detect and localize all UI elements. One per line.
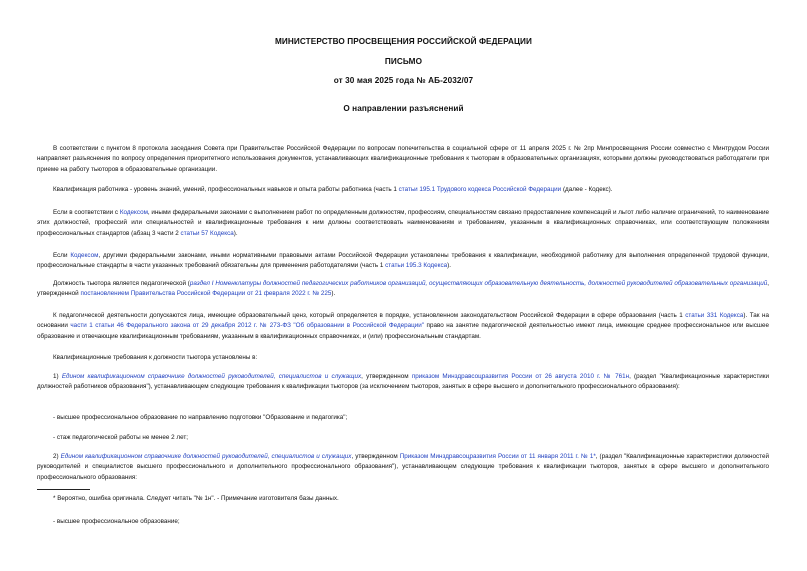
nomenclature-link[interactable]: раздел I Номенклатуры должностей педагогических работников организаций, осуществляющих образовательную деятельность, должностей руководителей образовательных организаций [189, 280, 768, 287]
unified-handbook-link[interactable]: Едином квалификационном справочнике должностей руководителей, специалистов и служащих [61, 373, 362, 380]
footnote: * Вероятно, ошибка оригинала. Следует читать "№ 1н". - Примечание изготовителя базы данных. [53, 495, 339, 502]
paragraph-higher-education: - высшее профессиональное образование по направлению подготовки "Образование и педагогика"; [53, 414, 348, 421]
paragraph-text: К педагогической деятельности допускаются лица, имеющие образовательный ценз, который определяется в порядке, установленном законодательством Российской Федерации в сфере образования (часть 1 [53, 312, 686, 319]
footnote-divider [37, 489, 90, 490]
paragraph-text: Должность тьютора является педагогической ( [53, 280, 190, 287]
paragraph-higher-prof-education: - высшее профессиональное образование; [53, 518, 180, 525]
code-link[interactable]: Кодексом [119, 209, 148, 216]
paragraph-tutor-position [37, 279, 769, 300]
paragraph-text: ). Так на основании [37, 312, 770, 330]
paragraph-text: , иными федеральными законами с выполнением работ по определенным должностям, профессиям, специальностям связано предоставление компенсаций и льгот либо наличие ограничений, то наименование этих должностей, профессий или специальностей и квалификационные требования к ним должны соответствовать наименованиям и требованиям, указанным в квалификационных справочниках, или соответствующим положениям профессиональных стандартов (абзац 3 части 2 [37, 209, 769, 237]
paragraph-text: ). [233, 229, 238, 237]
paragraph-requirement-2 [37, 452, 769, 483]
unified-handbook-link[interactable]: Едином квалификационном справочнике должностей руководителей, специалистов и служащих [60, 453, 352, 460]
paragraph-requirements-intro: Квалификационные требования к должности тьютора установлены в: [53, 354, 258, 361]
paragraph-text: 1) [53, 373, 62, 380]
paragraph-text: , утвержденном [361, 373, 412, 380]
paragraph-pedagogical-activity [37, 311, 769, 342]
document-type: ПИСЬМО [384, 57, 423, 66]
education-law-link[interactable]: части 1 статьи 46 Федерального закона от 29 декабря 2012 г. № 273-ФЗ "Об образовании в Российской Федерации" [70, 322, 425, 330]
paragraph-qualification-definition [37, 185, 769, 195]
paragraph-text: , (раздел "Квалификационные характеристики должностей работников образования"), устанавливающем следующие требования к квалификации тьюторов (за исключением тьюторов, занятых в сфере высшего и дополнительного профессионального образования): [37, 373, 770, 391]
code-link[interactable]: Кодексом [70, 252, 99, 259]
paragraph-text: ). [331, 290, 336, 298]
order-761n-link[interactable]: приказом Минздравсоцразвития России от 26 августа 2010 г. № 761н [411, 373, 630, 380]
paragraph-work-experience: - стаж педагогической работы не менее 2 лет; [53, 434, 188, 441]
order-1-link[interactable]: Приказом Минздравсоцразвития России от 11 января 2011 г. № 1* [399, 453, 596, 460]
paragraph-intro: В соответствии с пунктом 8 протокола заседания Совета при Правительстве Российской Федерации по вопросам попечительства в социальной сфере от 11 апреля 2025 г. № 2пр Минпросвещения России совместно с Минтрудом России направляет разъяснения по вопросу определения приоритетного использования документов, устанавливающих квалификационные требования к тьюторам в образовательных организациях, которыми должны руководствоваться работодатели при приеме на работу тьюторов в образовательные организации. [37, 145, 769, 173]
paragraph-text: 2) [53, 453, 61, 460]
labor-code-link[interactable]: статьи 195.1 Трудового кодекса Российской Федерации [398, 186, 562, 193]
paragraph-text: , утвержденной [37, 280, 769, 298]
government-decree-link[interactable]: постановлением Правительства Российской Федерации от 21 февраля 2022 г. № 225 [80, 290, 332, 298]
paragraph-text: , (раздел "Квалификационные характеристики должностей руководителей и специалистов высшего профессионального и дополнительного профессионального образования"), устанавливающем следующие требования к квалификации тьюторов, занятых в сфере высшего и дополнительного профессионального образования: [37, 453, 769, 481]
paragraph-text: Квалификация работника - уровень знаний, умений, профессиональных навыков и опыта работы работника (часть 1 [53, 186, 399, 193]
article-57-link[interactable]: статьи 57 Кодекса [180, 229, 234, 237]
paragraph-compensation [37, 208, 769, 239]
paragraph-text: Если [53, 252, 71, 259]
document-subject: О направлении разъяснений [343, 104, 464, 113]
paragraph-text: (далее - Кодекс). [561, 186, 613, 193]
paragraph-text: Если в соответствии с [53, 209, 120, 216]
document-date-number: от 30 мая 2025 года № АБ-2032/07 [333, 76, 474, 85]
article-331-link[interactable]: статьи 331 Кодекса [685, 312, 744, 319]
paragraph-requirement-1 [37, 372, 769, 393]
paragraph-text: право на занятие педагогической деятельностью имеют лица, имеющие среднее профессиональное или высшее образование и отвечающие квалификационным требованиям, указанным в квалификационных справочниках, и (или) профессиональным стандартам. [37, 322, 769, 340]
ministry-title: МИНИСТЕРСТВО ПРОСВЕЩЕНИЯ РОССИЙСКОЙ ФЕДЕРАЦИИ [274, 37, 533, 46]
paragraph-text: , утвержденном [351, 453, 400, 460]
paragraph-text: , другими федеральными законами, иными нормативными правовыми актами Российской Федерации установлены требования к квалификации, необходимой работнику для выполнения определенной трудовой функции, профессиональные стандарты в части указанных требований обязательны для применения работодателями (часть 1 [37, 252, 770, 270]
article-195-3-link[interactable]: статьи 195.3 Кодекса [385, 262, 448, 270]
paragraph-text: ). [447, 262, 451, 270]
paragraph-prof-standards [37, 251, 769, 272]
